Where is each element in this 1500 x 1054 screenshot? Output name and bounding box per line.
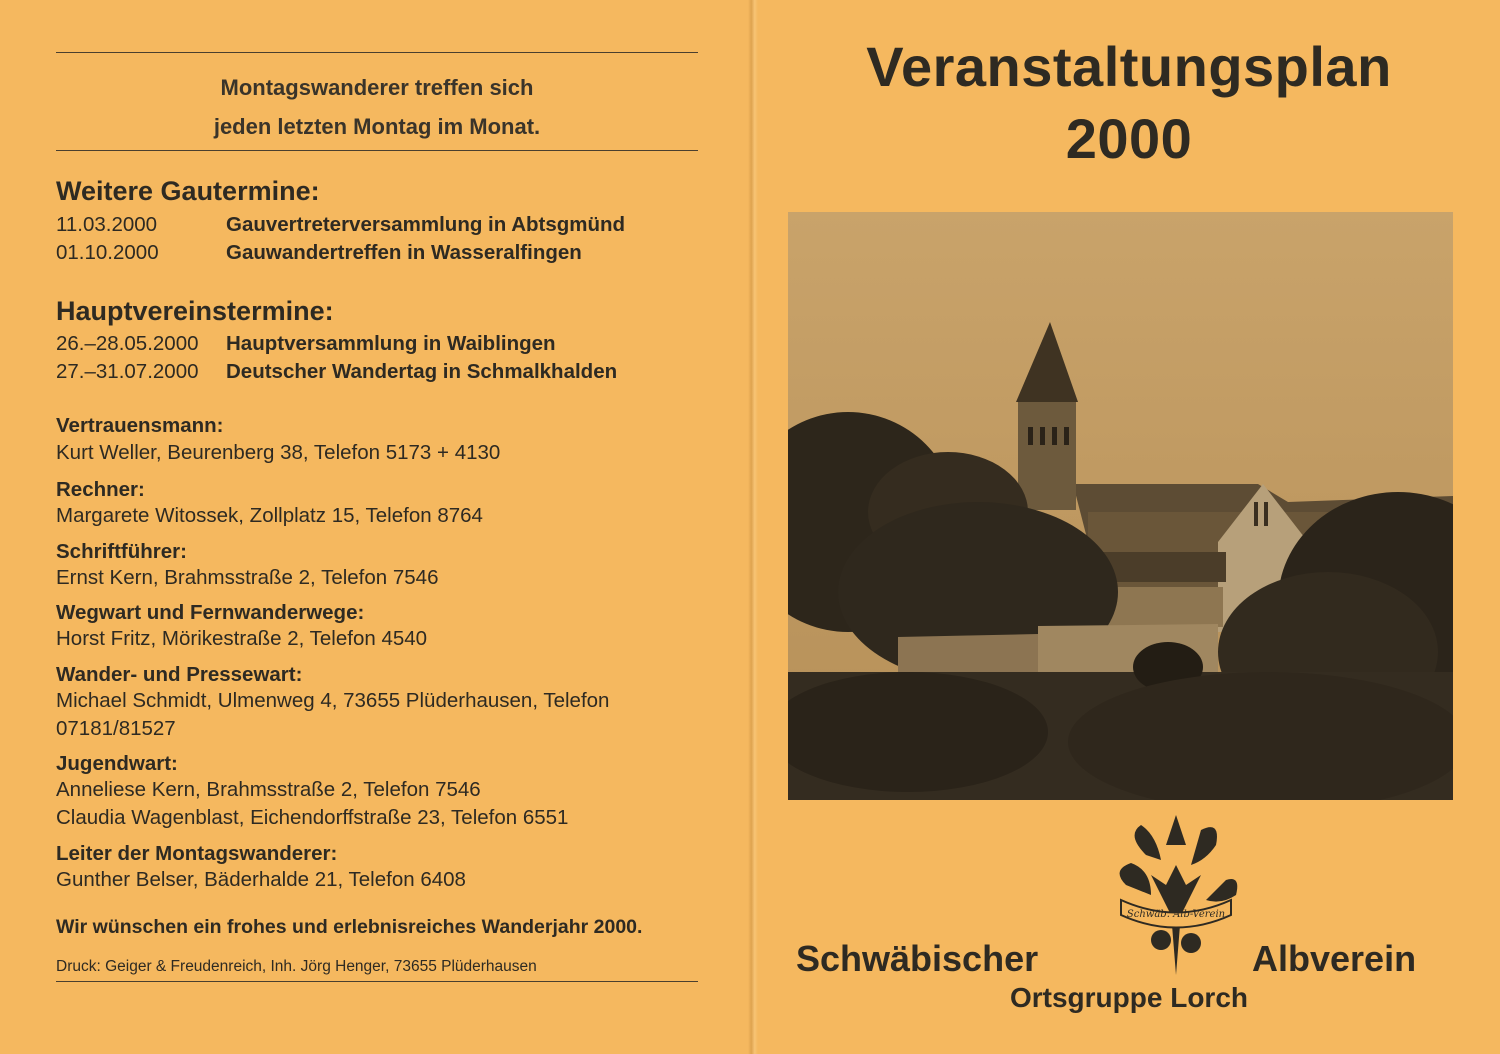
gau-date: 11.03.2000 bbox=[56, 213, 158, 236]
role-label: Vertrauensmann: bbox=[56, 414, 224, 437]
role-label: Jugendwart: bbox=[56, 752, 178, 775]
contact-line: Kurt Weller, Beurenberg 38, Telefon 5173 + 4130 bbox=[56, 441, 501, 464]
gau-row bbox=[56, 211, 625, 239]
gau-event: Gauvertreterversammlung in Abtsgmünd bbox=[226, 213, 626, 236]
contact-line: Michael Schmidt, Ulmenweg 4, 73655 Plüderhausen, Telefon bbox=[56, 689, 610, 712]
role-label: Wegwart und Fernwanderwege: bbox=[56, 601, 365, 624]
haupt-row bbox=[56, 330, 556, 358]
role-label: Wander- und Pressewart: bbox=[56, 663, 303, 686]
logo-banner-text: Schwäb. Alb-Verein bbox=[1126, 909, 1226, 920]
albverein-logo bbox=[1106, 815, 1246, 980]
gau-heading: Weitere Gautermine: bbox=[56, 176, 320, 206]
haupt-heading: Hauptvereinstermine: bbox=[56, 296, 334, 326]
motto bbox=[56, 68, 698, 146]
haupt-date: 27.–31.07.2000 bbox=[56, 360, 199, 383]
contact-line: Claudia Wagenblast, Eichendorffstraße 23, Telefon 6551 bbox=[56, 806, 569, 829]
role-label: Rechner: bbox=[56, 478, 145, 501]
gau-date: 01.10.2000 bbox=[56, 241, 159, 264]
title-line-2: 2000 bbox=[1065, 107, 1193, 170]
contact-line: Gunther Belser, Bäderhalde 21, Telefon 6408 bbox=[56, 868, 466, 891]
haupt-event: Hauptversammlung in Waiblingen bbox=[226, 332, 556, 355]
motto-line-1: Montagswanderer treffen sich bbox=[220, 75, 534, 100]
divider-motto bbox=[56, 150, 698, 151]
org-subtitle: Ortsgruppe Lorch bbox=[1009, 982, 1248, 1013]
haupt-date: 26.–28.05.2000 bbox=[56, 332, 199, 355]
divider-top bbox=[56, 52, 698, 53]
title-line-1: Veranstaltungsplan bbox=[866, 35, 1392, 98]
role-label: Schriftführer: bbox=[56, 540, 187, 563]
back-panel bbox=[0, 0, 748, 1054]
monastery-photo bbox=[788, 212, 1453, 800]
gau-event: Gauwandertreffen in Wasseralfingen bbox=[226, 241, 582, 264]
wish-line: Wir wünschen ein frohes und erlebnisreiches Wanderjahr 2000. bbox=[56, 916, 643, 938]
contact-line: Margarete Witossek, Zollplatz 15, Telefon 8764 bbox=[56, 504, 483, 527]
org-name-right: Albverein bbox=[1252, 938, 1417, 979]
print-credit: Druck: Geiger & Freudenreich, Inh. Jörg Henger, 73655 Plüderhausen bbox=[56, 958, 537, 975]
fold-crease bbox=[748, 0, 758, 1054]
org-name-left: Schwäbischer bbox=[796, 938, 1039, 979]
contact-line: Horst Fritz, Mörikestraße 2, Telefon 4540 bbox=[56, 627, 428, 650]
role-label: Leiter der Montagswanderer: bbox=[56, 842, 338, 865]
contact-line: 07181/81527 bbox=[56, 717, 176, 740]
cover-panel bbox=[758, 0, 1500, 1054]
contact-line: Ernst Kern, Brahmsstraße 2, Telefon 7546 bbox=[56, 566, 439, 589]
contact-line: Anneliese Kern, Brahmsstraße 2, Telefon 7546 bbox=[56, 778, 481, 801]
haupt-row bbox=[56, 358, 617, 386]
gau-row bbox=[56, 239, 582, 267]
divider-bottom bbox=[56, 981, 698, 982]
motto-line-2: jeden letzten Montag im Monat. bbox=[213, 114, 541, 139]
haupt-event: Deutscher Wandertag in Schmalkhalden bbox=[226, 360, 618, 383]
